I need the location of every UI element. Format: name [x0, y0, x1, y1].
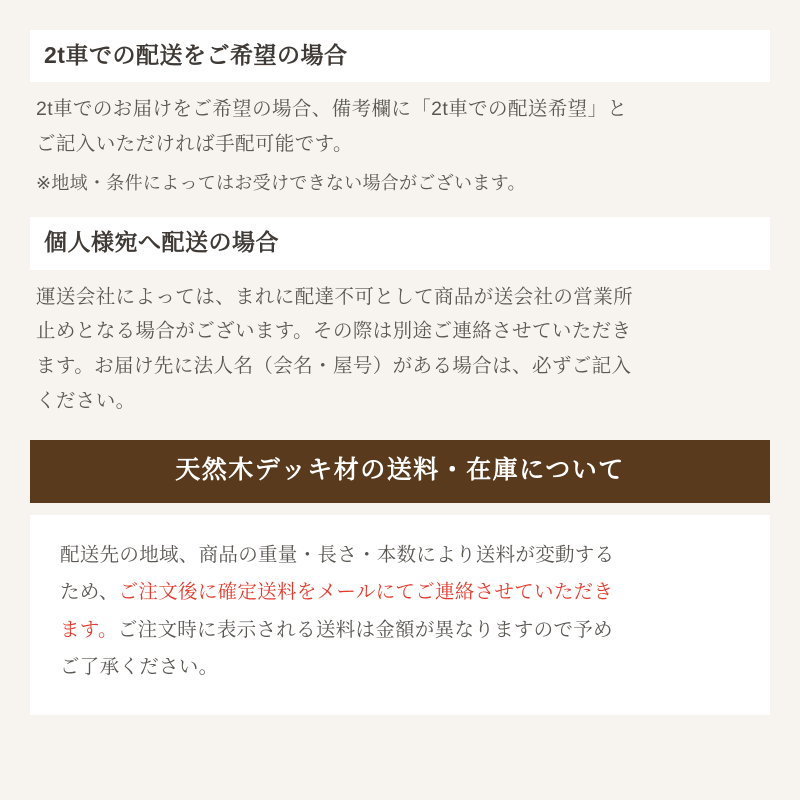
- shipping-card-line-1: [60, 537, 740, 574]
- individual-body-line-3: ます。お届け先に法人名（会名・屋号）がある場合は、必ずご記入: [36, 354, 632, 377]
- shipping-card-line-2: [60, 574, 740, 611]
- shipping-line-1-part-1: 配送先の地域、商品の重量・長さ・本数により送料が変動する: [60, 543, 615, 566]
- individual-delivery-body: [30, 270, 770, 423]
- individual-body-line-1: 運送会社によっては、まれに配達不可として商品が送会社の営業所: [36, 285, 634, 308]
- truck-delivery-body: [30, 82, 770, 203]
- shipping-line-3-part-2: ご注文時に表示される送料は金額が異なりますので予め: [117, 618, 613, 641]
- shipping-notice-card: [30, 515, 770, 715]
- shipping-line-2-part-1: ため、: [60, 581, 119, 604]
- banner-shipping-stock: 天然木デッキ材の送料・在庫について: [30, 440, 770, 503]
- shipping-line-2-highlight: ご注文後に確定送料をメールにてご連絡させていただき: [118, 581, 614, 604]
- heading-truck-delivery: 2t車での配送をご希望の場合: [30, 30, 770, 82]
- shipping-line-4-part-1: ご了承ください。: [60, 656, 219, 679]
- truck-body-line-1: 2t車でのお届けをご希望の場合、備考欄に「2t車での配送希望」と: [36, 98, 628, 121]
- shipping-card-line-3: [60, 612, 740, 649]
- shipping-line-3-highlight: ます。: [60, 618, 118, 641]
- truck-note: ※地域・条件によってはお受けできない場合がございます。: [36, 173, 526, 194]
- individual-body-line-4: ください。: [36, 389, 136, 412]
- truck-body-line-2: ご記入いただければ手配可能です。: [36, 132, 353, 155]
- individual-body-line-2: 止めとなる場合がございます。その際は別途ご連絡させていただき: [36, 320, 632, 343]
- shipping-card-line-4: [60, 649, 740, 686]
- heading-individual-delivery: 個人様宛へ配送の場合: [30, 217, 770, 269]
